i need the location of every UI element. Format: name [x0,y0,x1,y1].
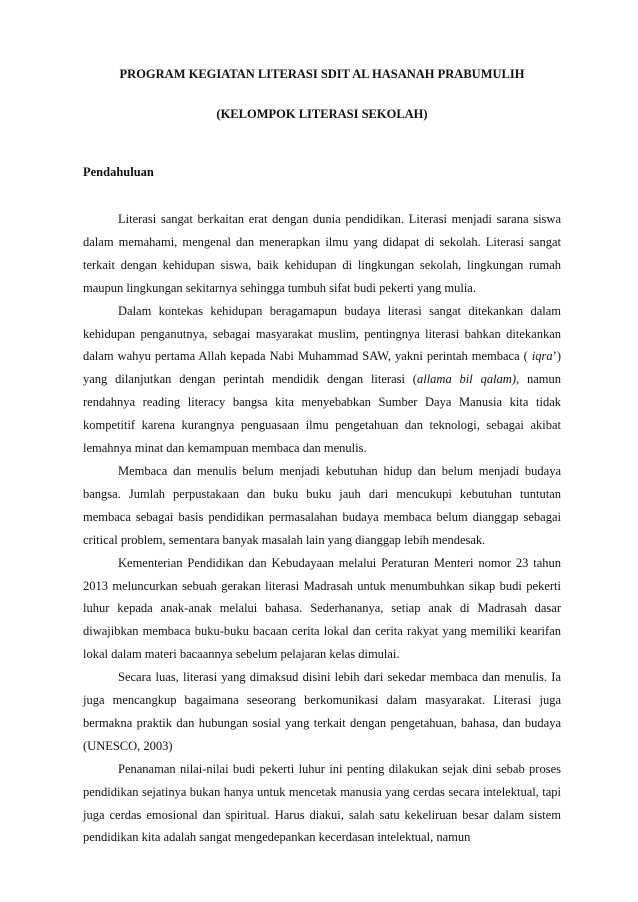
paragraph-text: , namun rendahnya reading literacy bangsa kita menyebabkan Sumber Daya Manusia kita tidak kompetitif karena kurangnya penguasaan ilmu pengetahuan dan teknologi, sebagai akibat lemahnya minat dan kemampuan membaca dan menulis. [83,372,562,456]
section-heading: Pendahuluan [83,165,154,179]
document-page [83,64,561,849]
paragraph: Literasi sangat berkaitan erat dengan dunia pendidikan. Literasi menjadi sarana siswa dalam memahami, mengenal dan menerapkan ilmu yang didapat di sekolah. Literasi sangat terkait dengan kehidupan siswa, baik kehidupan di lingkungan sekolah, lingkungan rumah maupun lingkungan sekitarnya sehingga tumbuh sifat budi pekerti yang mulia. [83,212,561,295]
paragraph: Secara luas, literasi yang dimaksud disini lebih dari sekedar membaca dan menulis. Ia juga mencangkup bagaimana seseorang berkomunikasi dalam masyarakat. Literasi juga bermakna praktik dan hubungan sosial yang terkait dengan pengetahuan, bahasa, dan budaya (UNESCO, 2003) [83,670,561,753]
paragraph: Kementerian Pendidikan dan Kebudayaan melalui Peraturan Menteri nomor 23 tahun 2013 meluncurkan sebuah gerakan literasi Madrasah untuk menumbuhkan sikap budi pekerti luhur kepada anak-anak melalui bahasa. Sederhananya, setiap anak di Madrasah dasar diwajibkan membaca buku-buku bacaan cerita lokal dan cerita rakyat yang memiliki kearifan lokal dalam materi bacaannya sebelum pelajaran kelas dimulai. [83,555,561,662]
paragraph: Membaca dan menulis belum menjadi kebutuhan hidup dan belum menjadi budaya bangsa. Jumlah perpustakaan dan buku buku jauh dari mencukupi kebutuhan tuntutan membaca sebagai basis pendidikan permasalahan budaya membaca belum dianggap sebagai critical problem, sementara banyak masalah lain yang dianggap lebih mendesak. [83,463,561,547]
italic-term-allama: allama bil qalam) [416,372,517,387]
paragraph [83,300,561,460]
paragraph-text: ’) yang dilanjutkan dengan perintah mendidik dengan literasi ( [83,349,561,387]
italic-term-iqra: iqra [531,349,553,364]
document-subtitle: (KELOMPOK LITERASI SEKOLAH) [216,107,428,121]
paragraph-text: Dalam kontekas kehidupan beragamapun budaya literasi sangat ditekankan dalam kehidupan penganutnya, sebagai masyarakat muslim, pentingnya literasi bahkan ditekankan dalam wahyu pertama Allah kepada Nabi Muhammad SAW, yakni perintah membaca ( [83,303,561,364]
document-title: PROGRAM KEGIATAN LITERASI SDIT AL HASANAH PRABUMULIH [119,67,525,81]
document-body [83,208,561,849]
paragraph: Penanaman nilai-nilai budi pekerti luhur ini penting dilakukan sejak dini sebab proses pendidikan sejatinya bukan hanya untuk mencetak manusia yang cerdas secara intelektual, tapi juga cerdas emosional dan spiritual. Harus diakui, salah satu kekeliruan besar dalam sistem pendidikan kita adalah sangat mengedepankan kecerdasan intelektual, namun [83,761,561,845]
